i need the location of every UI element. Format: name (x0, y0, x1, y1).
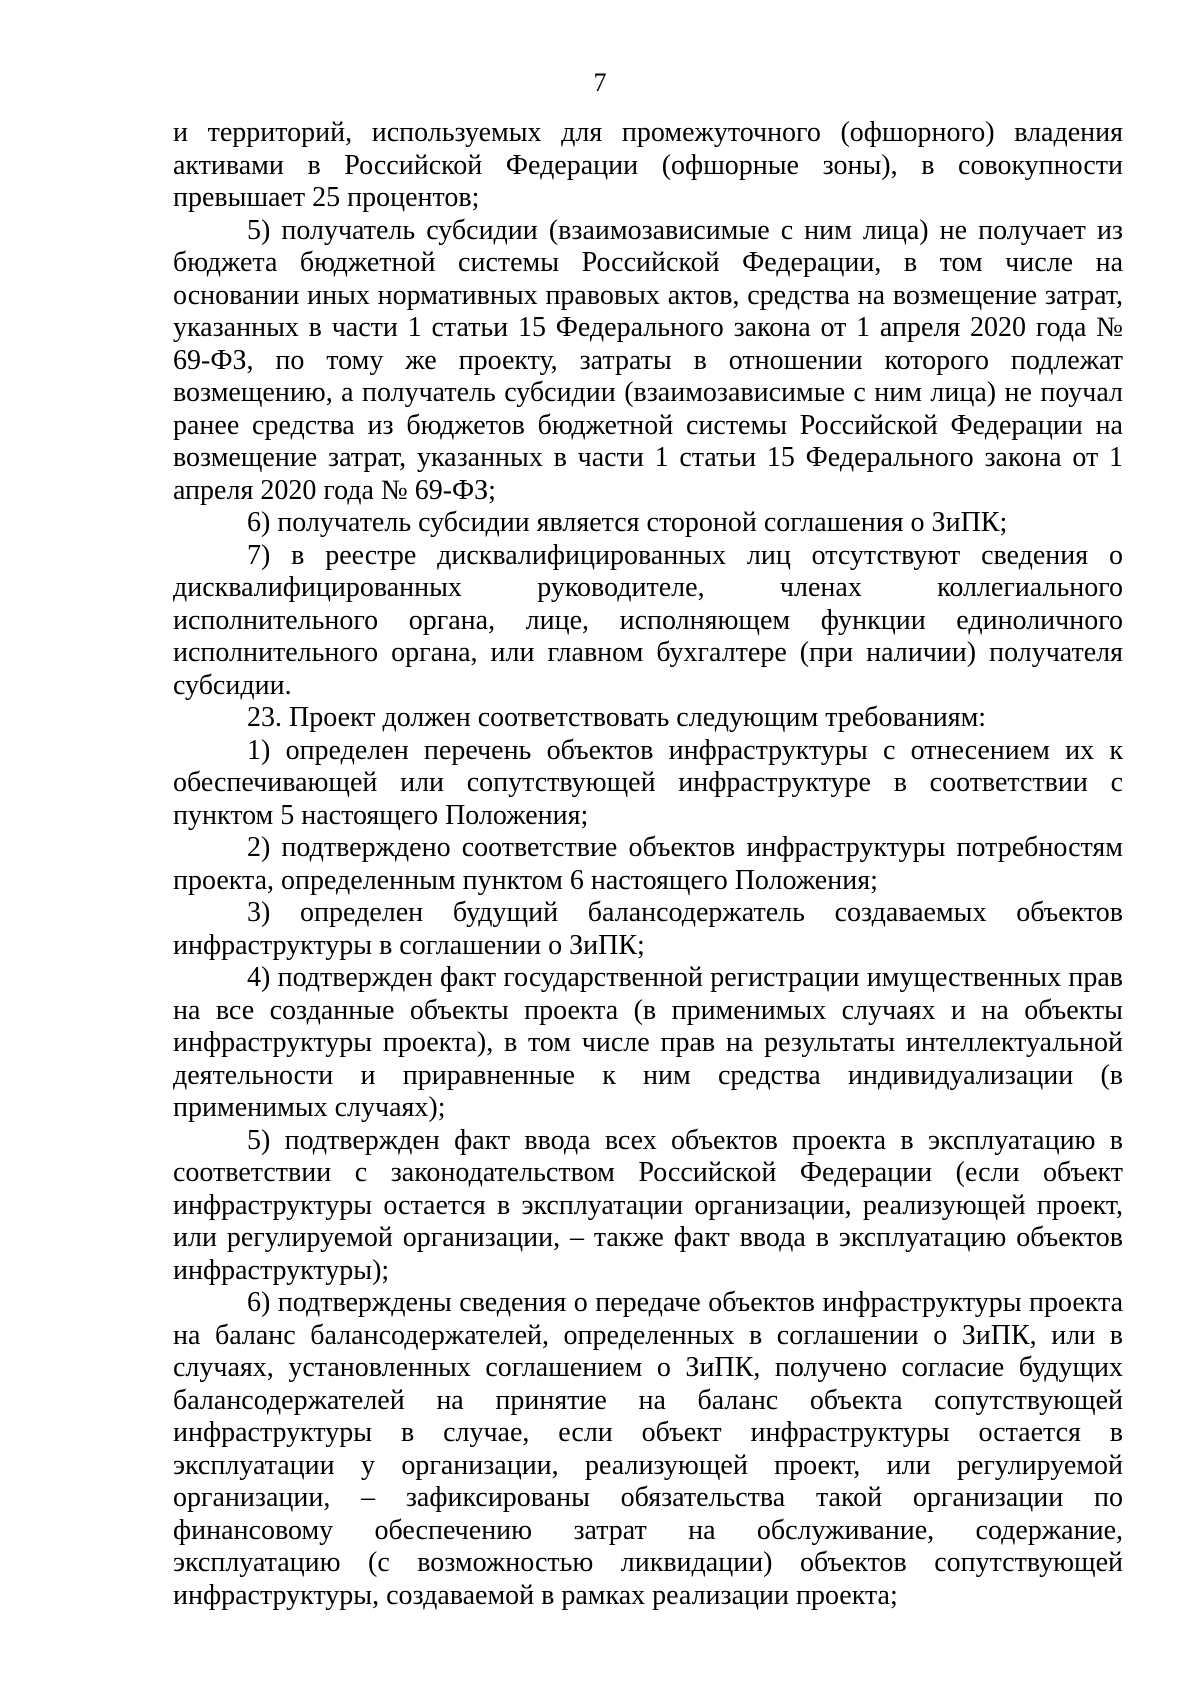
paragraph-requirement-3: 3) определен будущий балансодержатель создаваемых объектов инфраструктуры в соглашении о ЗиПК; (173, 897, 1123, 961)
page-number: 7 (593, 68, 607, 97)
paragraph-continuation: и территорий, используемых для промежуточного (офшорного) владения активами в Российской Федерации (офшорные зоны), в совокупности превышает 25 процентов; (173, 117, 1123, 213)
paragraph-requirement-5: 5) подтвержден факт ввода всех объектов проекта в эксплуатацию в соответствии с законодательством Российской Федерации (если объект инфраструктуры остается в эксплуатации организации, реализующей проект, или регулируемой организации, – также факт ввода в эксплуатацию объектов инфраструктуры); (173, 1124, 1123, 1286)
document-body (173, 117, 1123, 1612)
paragraph-requirement-6: 6) подтверждены сведения о передаче объектов инфраструктуры проекта на баланс балансодержателей, определенных в соглашении о ЗиПК, или в случаях, установленных соглашением о ЗиПК, получено согласие будущих балансодержателей на принятие на баланс объекта сопутствующей инфраструктуры в случае, если объект инфраструктуры остается в эксплуатации у организации, реализующей проект, или регулируемой организации, – зафиксированы обязательства такой организации по финансовому обеспечению затрат на обслуживание, содержание, эксплуатацию (с возможностью ликвидации) объектов сопутствующей инфраструктуры, создаваемой в рамках реализации проекта; (173, 1287, 1123, 1611)
paragraph-requirement-2: 2) подтверждено соответствие объектов инфраструктуры потребностям проекта, определенным пунктом 6 настоящего Положения; (173, 832, 1123, 896)
paragraph-clause-23: 23. Проект должен соответствовать следующим требованиям: (247, 702, 987, 733)
paragraph-item-5: 5) получатель субсидии (взаимозависимые с ним лица) не получает из бюджета бюджетной системы Российской Федерации, в том числе на основании иных нормативных правовых актов, средства на возмещение затрат, указанных в части 1 статьи 15 Федерального закона от 1 апреля 2020 года № 69-ФЗ, по тому же проекту, затраты в отношении которого подлежат возмещению, а получатель субсидии (взаимозависимые с ним лица) не поучал ранее средства из бюджетов бюджетной системы Российской Федерации на возмещение затрат, указанных в части 1 статьи 15 Федерального закона от 1 апреля 2020 года № 69-ФЗ; (173, 214, 1123, 506)
paragraph-requirement-1: 1) определен перечень объектов инфраструктуры с отнесением их к обеспечивающей или сопутствующей инфраструктуре в соответствии с пунктом 5 настоящего Положения; (173, 734, 1123, 831)
paragraph-item-7: 7) в реестре дисквалифицированных лиц отсутствуют сведения о дисквалифицированных руководителе, членах коллегиального исполнительного органа, лице, исполняющем функции единоличного исполнительного органа, или главном бухгалтере (при наличии) получателя субсидии. (173, 539, 1123, 701)
paragraph-item-6: 6) получатель субсидии является стороной соглашения о ЗиПК; (247, 507, 1008, 538)
paragraph-requirement-4: 4) подтвержден факт государственной регистрации имущественных прав на все созданные объекты проекта (в применимых случаях и на объекты инфраструктуры проекта), в том числе прав на результаты интеллектуальной деятельности и приравненные к ним средства индивидуализации (в применимых случаях); (173, 962, 1123, 1123)
